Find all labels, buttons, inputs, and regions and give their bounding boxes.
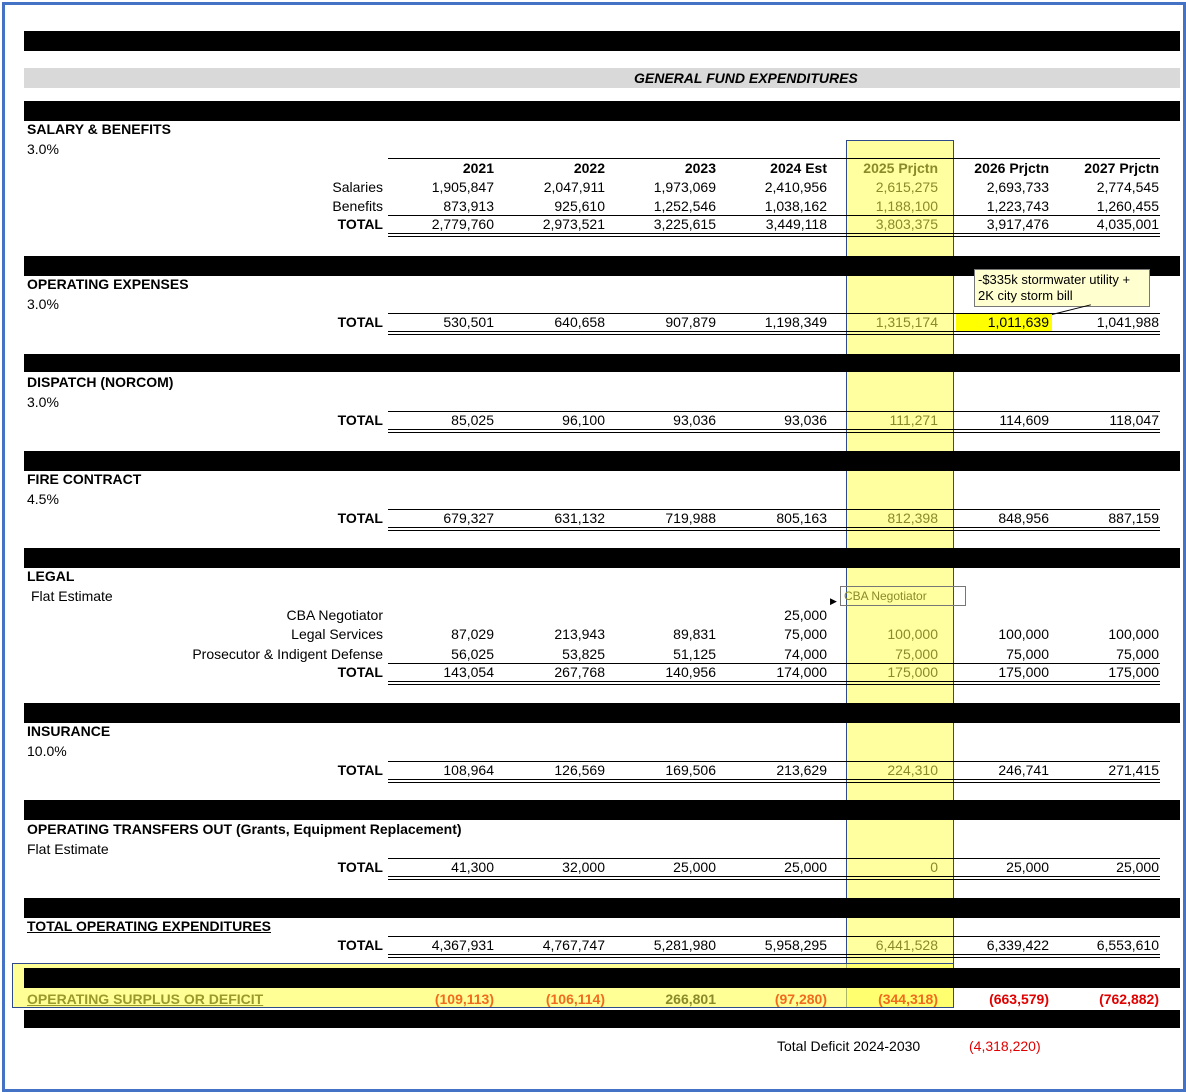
section-divider: [24, 1010, 1180, 1028]
total-rule: [388, 411, 1160, 412]
surplus-cell: (97,280): [774, 991, 827, 1007]
table-cell: 2,774,545: [1096, 179, 1159, 195]
total-double-rule: [388, 779, 1160, 783]
fire-heading: FIRE CONTRACT: [27, 471, 142, 487]
total-double-rule: [388, 233, 1160, 237]
legal-rate: Flat Estimate: [31, 588, 113, 604]
total-cell: 93,036: [784, 412, 827, 428]
section-divider: [24, 968, 1180, 988]
table-cell: 75,000: [1006, 646, 1049, 662]
table-cell: 87,029: [451, 626, 494, 642]
column-header: 2026 Prjctn: [974, 160, 1049, 176]
section-divider: [24, 898, 1180, 918]
dispatch-heading: DISPATCH (NORCOM): [27, 374, 174, 390]
total-cell: 4,035,001: [1096, 216, 1159, 232]
total-cell: 114,609: [999, 412, 1049, 428]
transfers-heading: OPERATING TRANSFERS OUT (Grants, Equipment Replacement): [27, 821, 462, 837]
total-cell: 93,036: [673, 412, 716, 428]
table-cell: 74,000: [784, 646, 827, 662]
total-cell: 5,281,980: [653, 937, 716, 953]
table-cell: 89,831: [673, 626, 716, 642]
total-label: TOTAL: [337, 762, 383, 778]
table-cell: 2,615,275: [875, 179, 938, 195]
total-cell: 96,100: [562, 412, 605, 428]
table-cell: 56,025: [451, 646, 494, 662]
total-double-rule: [388, 527, 1160, 531]
total-rule: [388, 761, 1160, 762]
section-divider: [24, 548, 1180, 568]
total-cell: 719,988: [665, 510, 716, 526]
total-cell: 143,054: [443, 664, 494, 680]
table-cell: 75,000: [1116, 646, 1159, 662]
total-double-rule: [388, 876, 1160, 880]
surplus-cell: 266,801: [665, 991, 716, 1007]
section-divider: [24, 451, 1180, 471]
total-cell: 631,132: [554, 510, 605, 526]
total-cell: 25,000: [784, 859, 827, 875]
table-cell: 1,260,455: [1096, 198, 1159, 214]
table-cell: 213,943: [554, 626, 605, 642]
total-cell: 174,000: [776, 664, 827, 680]
total-double-rule: [388, 954, 1160, 958]
table-cell: 2,693,733: [986, 179, 1049, 195]
salary-rate: 3.0%: [27, 141, 59, 157]
column-header: 2023: [684, 160, 716, 176]
total-cell: 907,879: [665, 314, 716, 330]
total-cell: 213,629: [776, 762, 827, 778]
total-rule: [388, 313, 1160, 314]
total-cell: 41,300: [451, 859, 494, 875]
total-double-rule: [388, 331, 1160, 335]
column-header: 2027 Prjctn: [1084, 160, 1159, 176]
surplus-cell: (344,318): [878, 991, 938, 1007]
total-cell: 679,327: [443, 510, 494, 526]
total-double-rule: [388, 429, 1160, 433]
row-label: CBA Negotiator: [286, 607, 383, 623]
total-cell: 4,367,931: [431, 937, 494, 953]
total-cell: 25,000: [673, 859, 716, 875]
total-cell: 175,000: [998, 664, 1049, 680]
total-cell: 887,159: [1108, 510, 1159, 526]
total-rule: [388, 509, 1160, 510]
table-cell: 925,610: [554, 198, 605, 214]
total-cell: 2,973,521: [542, 216, 605, 232]
total-cell: 640,658: [554, 314, 605, 330]
salary-heading: SALARY & BENEFITS: [27, 121, 171, 137]
header-rule: [388, 158, 1160, 159]
insurance-rate: 10.0%: [27, 743, 67, 759]
total-cell: 1,315,174: [875, 314, 938, 330]
surplus-cell: (109,113): [434, 991, 494, 1007]
total-cell: 3,449,118: [765, 216, 827, 232]
table-cell: 75,000: [895, 646, 938, 662]
total-cell: 108,964: [443, 762, 494, 778]
total-cell: 3,225,615: [653, 216, 716, 232]
total-cell: 6,441,528: [875, 937, 938, 953]
total-cell: 25,000: [1116, 859, 1159, 875]
table-cell: 1,038,162: [764, 198, 827, 214]
total-double-rule: [388, 681, 1160, 685]
total-cell: 3,803,375: [875, 216, 938, 232]
total-opex-heading: TOTAL OPERATING EXPENDITURES: [27, 918, 271, 934]
total-cell: 0: [930, 859, 938, 875]
table-cell: 873,913: [443, 198, 494, 214]
surplus-cell: (106,114): [545, 991, 605, 1007]
total-rule: [388, 936, 1160, 937]
total-cell: 530,501: [443, 314, 494, 330]
operating-heading: OPERATING EXPENSES: [27, 276, 189, 292]
total-cell: 5,958,295: [764, 937, 827, 953]
surplus-heading: OPERATING SURPLUS OR DEFICIT: [27, 991, 264, 1007]
page-title: GENERAL FUND EXPENDITURES: [634, 70, 858, 86]
table-cell: 1,905,847: [431, 179, 494, 195]
total-cell: 812,398: [887, 510, 938, 526]
table-cell: 2,047,911: [543, 179, 605, 195]
table-cell: 51,125: [673, 646, 716, 662]
table-cell: 2,410,956: [764, 179, 827, 195]
table-cell: 25,000: [784, 607, 827, 623]
cba-note: CBA Negotiator: [840, 586, 966, 606]
table-cell: 1,188,100: [875, 198, 938, 214]
total-cell: 1,198,349: [764, 314, 827, 330]
table-cell: 100,000: [887, 626, 938, 642]
total-rule: [388, 858, 1160, 859]
total-cell: 175,000: [887, 664, 938, 680]
table-cell: 1,252,546: [653, 198, 716, 214]
total-cell: 111,271: [889, 412, 938, 428]
total-cell: 271,415: [1108, 762, 1159, 778]
dispatch-rate: 3.0%: [27, 394, 59, 410]
total-cell: 6,553,610: [1096, 937, 1159, 953]
total-label: TOTAL: [337, 859, 383, 875]
total-deficit-label: Total Deficit 2024-2030: [777, 1038, 921, 1054]
total-label: TOTAL: [337, 314, 383, 330]
table-cell: 53,825: [562, 646, 605, 662]
section-divider: [24, 354, 1180, 372]
section-divider: [24, 703, 1180, 723]
column-header: 2021: [462, 160, 494, 176]
operating-rate: 3.0%: [27, 296, 59, 312]
stormwater-note: -$335k stormwater utility + 2K city storm bill: [974, 269, 1150, 307]
total-cell: 2,779,760: [431, 216, 494, 232]
note-pointer-icon: ▶: [830, 596, 837, 606]
column-header: 2022: [573, 160, 605, 176]
total-cell: 224,310: [887, 762, 938, 778]
column-header: 2025 Prjctn: [863, 160, 938, 176]
table-cell: 1,973,069: [653, 179, 716, 195]
total-label: TOTAL: [337, 937, 383, 953]
total-deficit-value: (4,318,220): [969, 1038, 1041, 1054]
total-cell: 6,339,422: [986, 937, 1049, 953]
total-label: TOTAL: [337, 510, 383, 526]
total-cell: 1,041,988: [1096, 314, 1159, 330]
section-divider: [24, 101, 1180, 121]
total-cell: 848,956: [998, 510, 1049, 526]
total-cell: 805,163: [776, 510, 827, 526]
total-label: TOTAL: [337, 216, 383, 232]
title-bar: [24, 68, 1180, 88]
total-cell: 140,956: [665, 664, 716, 680]
section-divider: [24, 800, 1180, 820]
insurance-heading: INSURANCE: [27, 723, 111, 739]
total-cell: 169,506: [665, 762, 716, 778]
legal-heading: LEGAL: [27, 568, 75, 584]
surplus-cell: (663,579): [989, 991, 1049, 1007]
total-cell: 1,011,639: [987, 314, 1049, 330]
total-cell: 118,047: [1109, 412, 1159, 428]
total-rule: [388, 215, 1160, 216]
section-divider: [24, 31, 1180, 51]
table-cell: 1,223,743: [986, 198, 1049, 214]
total-label: TOTAL: [337, 412, 383, 428]
surplus-cell: (762,882): [1099, 991, 1159, 1007]
row-label: Benefits: [332, 198, 383, 214]
total-cell: 246,741: [998, 762, 1049, 778]
row-label: Prosecutor & Indigent Defense: [192, 646, 383, 662]
total-cell: 85,025: [451, 412, 494, 428]
total-cell: 126,569: [554, 762, 605, 778]
column-header: 2024 Est: [770, 160, 827, 176]
total-cell: 4,767,747: [542, 937, 605, 953]
table-cell: 75,000: [784, 626, 827, 642]
transfers-rate: Flat Estimate: [27, 841, 109, 857]
row-label: Legal Services: [291, 626, 383, 642]
table-cell: 100,000: [1108, 626, 1159, 642]
total-cell: 267,768: [554, 664, 605, 680]
total-cell: 3,917,476: [986, 216, 1049, 232]
row-label: Salaries: [332, 179, 383, 195]
table-cell: 100,000: [998, 626, 1049, 642]
total-cell: 175,000: [1108, 664, 1159, 680]
fire-rate: 4.5%: [27, 491, 59, 507]
total-rule: [388, 663, 1160, 664]
total-label: TOTAL: [337, 664, 383, 680]
total-cell: 25,000: [1006, 859, 1049, 875]
total-cell: 32,000: [562, 859, 605, 875]
